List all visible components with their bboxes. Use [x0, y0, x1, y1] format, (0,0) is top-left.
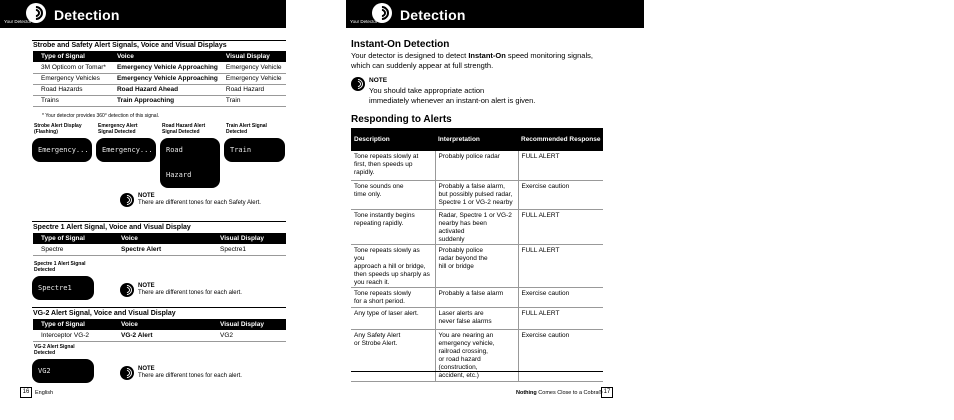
table-row [33, 73, 286, 84]
left-page-title: Detection [54, 7, 120, 23]
cobra-note-icon [120, 283, 134, 297]
signal-type-cell: Spectre [33, 244, 113, 255]
voice-cell: Spectre Alert [113, 244, 212, 255]
strobe-signals-table [33, 51, 286, 107]
interpretation-cell: Probably a false alarm [435, 287, 518, 307]
signal-type-cell: Trains [33, 95, 109, 106]
interpretation-cell: Probably a false alarm, but possibly pulsed radar, Spectre 1 or VG-2 nearby [435, 180, 518, 209]
column-header: Type of Signal [33, 51, 109, 62]
column-header: Recommended Response [518, 128, 603, 151]
table-header-row [33, 51, 286, 62]
table-row [33, 244, 286, 255]
voice-cell: Emergency Vehicle Approaching [109, 73, 218, 84]
spectre-section-title: Spectre 1 Alert Signal, Voice and Visual Display [33, 224, 191, 231]
column-header: Visual Display [212, 319, 286, 330]
signal-type-cell: Road Hazards [33, 84, 109, 95]
note-title: NOTE [369, 77, 388, 84]
response-cell: FULL ALERT [518, 209, 603, 244]
display-label: Train Alert Signal Detected [226, 123, 267, 135]
spectre-signals-table [33, 233, 286, 256]
note-body: You should take appropriate action immediately whenever an instant-on alert is given. [369, 86, 536, 105]
response-cell: Exercise caution [518, 287, 603, 307]
note-title: NOTE [138, 283, 155, 289]
right-page-header [346, 0, 644, 28]
response-cell: FULL ALERT [518, 244, 603, 287]
display-screen: Train [224, 138, 285, 162]
visual-display-cell: Road Hazard [218, 84, 286, 95]
left-page-number: 16 [20, 387, 32, 398]
note-body: There are different tones for each alert. [138, 373, 242, 379]
vg2-section-title: VG-2 Alert Signal, Voice and Visual Display [33, 310, 176, 317]
display-label: VG-2 Alert Signal Detected [34, 344, 75, 356]
display-label: Emergency Alert Signal Detected [98, 123, 138, 135]
visual-display-cell: VG2 [212, 330, 286, 341]
table-row [351, 209, 603, 244]
interpretation-cell: Laser alerts are never false alarms [435, 307, 518, 329]
interpretation-cell: Radar, Spectre 1 or VG-2 nearby has been activated suddenly [435, 209, 518, 244]
response-cell: Exercise caution [518, 329, 603, 381]
cobra-note-icon [120, 366, 134, 380]
visual-display-cell: Spectre1 [212, 244, 286, 255]
signal-type-cell: Interceptor VG-2 [33, 330, 113, 341]
display-screen: Spectre1 [32, 276, 94, 300]
table-header-row [33, 233, 286, 244]
table-header-row [33, 319, 286, 330]
instant-on-note [351, 77, 591, 107]
column-header: Type of Signal [33, 233, 113, 244]
response-cell: FULL ALERT [518, 151, 603, 180]
interpretation-cell: You are nearing an emergency vehicle, railroad crossing, or road hazard (construction, accident, etc.) [435, 329, 518, 381]
display-screen: Emergency... [32, 138, 92, 162]
note-body: There are different tones for each alert. [138, 290, 242, 296]
visual-display-cell: Train [218, 95, 286, 106]
display-screen: Road Hazard [160, 138, 220, 188]
right-page-section-label: Your Detector [350, 19, 378, 24]
spectre-note [120, 283, 285, 303]
responding-heading: Responding to Alerts [351, 114, 452, 125]
instant-on-heading: Instant-On Detection [351, 39, 450, 50]
strobe-note [120, 193, 285, 213]
table-row [351, 244, 603, 287]
instant-on-paragraph: Your detector is designed to detect Instant-On speed monitoring signals, which can suddenly appear at full strength. [351, 51, 593, 70]
description-cell: Tone sounds one time only. [351, 180, 435, 209]
signal-type-cell: Emergency Vehicles [33, 73, 109, 84]
note-title: NOTE [138, 193, 155, 199]
right-page-title: Detection [400, 7, 466, 23]
column-header: Visual Display [218, 51, 286, 62]
description-cell: Tone repeats slowly as you approach a hill or bridge, then speeds up sharply as you reach it. [351, 244, 435, 287]
right-footer-tagline: Nothing Comes Close to a Cobra® [516, 390, 603, 396]
cobra-note-icon [120, 193, 134, 207]
voice-cell: VG-2 Alert [113, 330, 212, 341]
left-page-section-label: Your Detector [4, 19, 32, 24]
note-title: NOTE [138, 366, 155, 372]
column-header: Description [351, 128, 435, 151]
column-header: Interpretation [435, 128, 518, 151]
description-cell: Tone repeats slowly at first, then speeds up rapidly. [351, 151, 435, 180]
table-row [351, 307, 603, 329]
visual-display-cell: Emergency Vehicle [218, 62, 286, 73]
note-body: There are different tones for each Safety Alert. [138, 200, 261, 206]
table-bottom-rule [351, 371, 603, 372]
interpretation-cell: Probably police radar beyond the hill or bridge [435, 244, 518, 287]
column-header: Voice [113, 233, 212, 244]
responding-to-alerts-table [351, 128, 603, 382]
table-header-row [351, 128, 603, 151]
vg2-rule [32, 307, 286, 308]
voice-cell: Road Hazard Ahead [109, 84, 218, 95]
spectre-rule [32, 221, 286, 222]
display-label: Spectre 1 Alert Signal Detected [34, 261, 86, 273]
column-header: Visual Display [212, 233, 286, 244]
table-row [33, 84, 286, 95]
table-row [351, 287, 603, 307]
right-page-number: 17 [601, 387, 613, 398]
table-row [351, 329, 603, 381]
description-cell: Any Safety Alert or Strobe Alert. [351, 329, 435, 381]
description-cell: Any type of laser alert. [351, 307, 435, 329]
table-row [351, 151, 603, 180]
left-page-header [0, 0, 286, 28]
column-header: Voice [109, 51, 218, 62]
response-cell: FULL ALERT [518, 307, 603, 329]
column-header: Voice [113, 319, 212, 330]
vg2-note [120, 366, 285, 386]
voice-cell: Train Approaching [109, 95, 218, 106]
left-footer-language: English [35, 390, 54, 396]
display-screen: VG2 [32, 359, 94, 383]
interpretation-cell: Probably police radar [435, 151, 518, 180]
table-row [33, 95, 286, 106]
display-label: Road Hazard Alert Signal Detected [162, 123, 206, 135]
signal-type-cell: 3M Opticom or Tomar* [33, 62, 109, 73]
response-cell: Exercise caution [518, 180, 603, 209]
table-row [33, 330, 286, 341]
table-row [33, 62, 286, 73]
strobe-rule [32, 40, 286, 41]
strobe-section-title: Strobe and Safety Alert Signals, Voice and Visual Displays [33, 42, 227, 49]
visual-display-cell: Emergency Vehicle [218, 73, 286, 84]
cobra-note-icon [351, 77, 365, 91]
voice-cell: Emergency Vehicle Approaching [109, 62, 218, 73]
column-header: Type of Signal [33, 319, 113, 330]
description-cell: Tone repeats slowly for a short period. [351, 287, 435, 307]
vg2-signals-table [33, 319, 286, 342]
display-label: Strobe Alert Display (Flashing) [34, 123, 82, 135]
strobe-footnote: * Your detector provides 360° detection of this signal. [42, 113, 160, 119]
display-screen: Emergency... [96, 138, 156, 162]
table-row [351, 180, 603, 209]
description-cell: Tone instantly begins repeating rapidly. [351, 209, 435, 244]
